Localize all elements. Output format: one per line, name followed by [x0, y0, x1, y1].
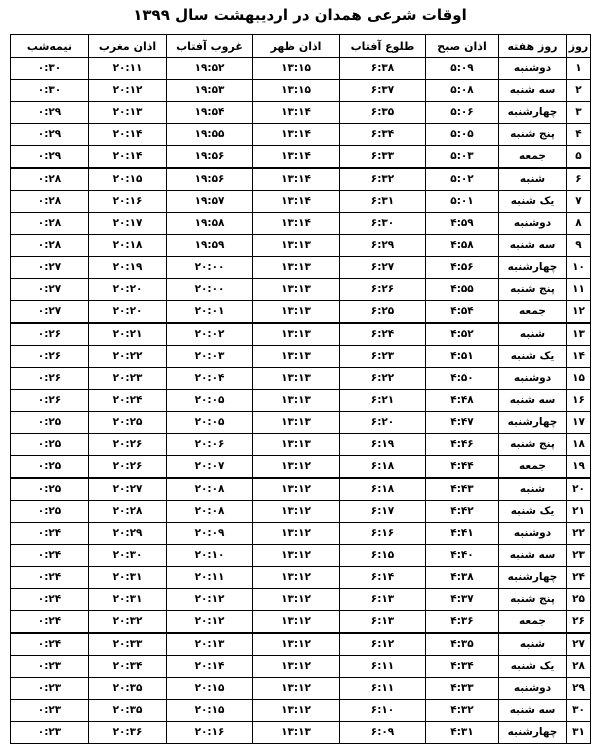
table-row	[11, 678, 591, 700]
cell-fajr: ۵:۰۳	[426, 146, 499, 169]
cell-day: ۱۱	[567, 279, 591, 301]
cell-dhuhr: ۱۳:۱۳	[253, 412, 340, 434]
cell-sunset: ۱۹:۵۶	[167, 146, 253, 169]
cell-day: ۶	[567, 168, 591, 191]
cell-midnight: ۰:۲۵	[11, 434, 89, 456]
cell-dhuhr: ۱۳:۱۲	[253, 567, 340, 589]
cell-sunset: ۱۹:۵۳	[167, 80, 253, 102]
cell-fajr: ۴:۵۱	[426, 346, 499, 368]
cell-day: ۲۴	[567, 567, 591, 589]
cell-fajr: ۴:۴۰	[426, 545, 499, 567]
cell-day: ۲	[567, 80, 591, 102]
cell-maghrib: ۲۰:۱۳	[89, 102, 167, 124]
table-row	[11, 656, 591, 678]
cell-maghrib: ۲۰:۳۲	[89, 611, 167, 634]
cell-weekday: دوشنبه	[499, 678, 567, 700]
cell-midnight: ۰:۲۴	[11, 611, 89, 634]
cell-weekday: سه شنبه	[499, 235, 567, 257]
cell-dhuhr: ۱۳:۱۴	[253, 168, 340, 191]
cell-dhuhr: ۱۳:۱۲	[253, 700, 340, 722]
cell-maghrib: ۲۰:۳۳	[89, 633, 167, 656]
cell-fajr: ۴:۴۸	[426, 390, 499, 412]
cell-midnight: ۰:۲۴	[11, 523, 89, 545]
cell-weekday: پنج شنبه	[499, 279, 567, 301]
cell-sunset: ۲۰:۱۲	[167, 589, 253, 611]
cell-fajr: ۴:۵۸	[426, 235, 499, 257]
cell-dhuhr: ۱۳:۱۳	[253, 257, 340, 279]
cell-maghrib: ۲۰:۳۱	[89, 567, 167, 589]
cell-weekday: چهارشنبه	[499, 257, 567, 279]
cell-weekday: یک شنبه	[499, 501, 567, 523]
cell-weekday: شنبه	[499, 168, 567, 191]
cell-dhuhr: ۱۳:۱۲	[253, 611, 340, 634]
cell-dhuhr: ۱۳:۱۲	[253, 678, 340, 700]
cell-midnight: ۰:۲۹	[11, 124, 89, 146]
cell-sunrise: ۶:۱۰	[340, 700, 426, 722]
cell-sunrise: ۶:۲۱	[340, 390, 426, 412]
cell-maghrib: ۲۰:۲۳	[89, 368, 167, 390]
table-row	[11, 456, 591, 479]
cell-dhuhr: ۱۳:۱۴	[253, 102, 340, 124]
cell-dhuhr: ۱۳:۱۴	[253, 191, 340, 213]
cell-fajr: ۵:۰۶	[426, 102, 499, 124]
cell-day: ۱۰	[567, 257, 591, 279]
cell-weekday: شنبه	[499, 633, 567, 656]
cell-sunrise: ۶:۳۳	[340, 146, 426, 169]
cell-day: ۹	[567, 235, 591, 257]
cell-sunrise: ۶:۱۳	[340, 611, 426, 634]
cell-sunrise: ۶:۳۲	[340, 168, 426, 191]
table-row	[11, 567, 591, 589]
header-row	[11, 35, 591, 58]
cell-day: ۲۷	[567, 633, 591, 656]
cell-maghrib: ۲۰:۲۱	[89, 323, 167, 346]
cell-weekday: جمعه	[499, 146, 567, 169]
cell-dhuhr: ۱۳:۱۲	[253, 456, 340, 479]
cell-dhuhr: ۱۳:۱۲	[253, 523, 340, 545]
cell-dhuhr: ۱۳:۱۲	[253, 656, 340, 678]
cell-day: ۵	[567, 146, 591, 169]
cell-maghrib: ۲۰:۳۵	[89, 678, 167, 700]
cell-day: ۷	[567, 191, 591, 213]
cell-fajr: ۴:۴۷	[426, 412, 499, 434]
cell-day: ۴	[567, 124, 591, 146]
cell-weekday: سه شنبه	[499, 545, 567, 567]
cell-sunrise: ۶:۲۲	[340, 368, 426, 390]
cell-maghrib: ۲۰:۳۴	[89, 656, 167, 678]
cell-midnight: ۰:۲۷	[11, 279, 89, 301]
cell-day: ۲۰	[567, 478, 591, 501]
cell-sunset: ۲۰:۰۰	[167, 279, 253, 301]
cell-day: ۱۶	[567, 390, 591, 412]
cell-fajr: ۴:۳۱	[426, 722, 499, 744]
cell-day: ۲۳	[567, 545, 591, 567]
cell-sunset: ۱۹:۵۸	[167, 213, 253, 235]
cell-weekday: جمعه	[499, 611, 567, 634]
cell-dhuhr: ۱۳:۱۳	[253, 368, 340, 390]
cell-maghrib: ۲۰:۱۴	[89, 146, 167, 169]
cell-sunrise: ۶:۳۱	[340, 191, 426, 213]
cell-day: ۱۷	[567, 412, 591, 434]
cell-sunrise: ۶:۲۳	[340, 346, 426, 368]
cell-sunset: ۲۰:۱۲	[167, 611, 253, 634]
cell-weekday: پنج شنبه	[499, 124, 567, 146]
cell-maghrib: ۲۰:۱۷	[89, 213, 167, 235]
cell-dhuhr: ۱۳:۱۳	[253, 434, 340, 456]
cell-weekday: شنبه	[499, 478, 567, 501]
cell-sunrise: ۶:۱۹	[340, 434, 426, 456]
cell-midnight: ۰:۲۹	[11, 102, 89, 124]
cell-dhuhr: ۱۳:۱۲	[253, 478, 340, 501]
cell-midnight: ۰:۲۵	[11, 456, 89, 479]
table-row	[11, 412, 591, 434]
cell-sunset: ۲۰:۱۶	[167, 722, 253, 744]
table-row	[11, 235, 591, 257]
cell-maghrib: ۲۰:۱۴	[89, 124, 167, 146]
table-row	[11, 478, 591, 501]
cell-dhuhr: ۱۳:۱۲	[253, 633, 340, 656]
table-row	[11, 191, 591, 213]
cell-sunset: ۱۹:۵۲	[167, 58, 253, 80]
cell-sunrise: ۶:۲۴	[340, 323, 426, 346]
cell-sunset: ۲۰:۰۷	[167, 456, 253, 479]
table-row	[11, 501, 591, 523]
cell-maghrib: ۲۰:۲۶	[89, 434, 167, 456]
cell-dhuhr: ۱۳:۱۲	[253, 545, 340, 567]
cell-weekday: چهارشنبه	[499, 412, 567, 434]
cell-maghrib: ۲۰:۳۵	[89, 700, 167, 722]
prayer-times-table	[10, 34, 591, 744]
cell-midnight: ۰:۲۶	[11, 368, 89, 390]
cell-fajr: ۴:۴۲	[426, 501, 499, 523]
table-row	[11, 80, 591, 102]
header-day: روز	[567, 35, 591, 58]
table-row	[11, 102, 591, 124]
cell-fajr: ۴:۴۱	[426, 523, 499, 545]
cell-sunrise: ۶:۲۹	[340, 235, 426, 257]
cell-sunset: ۲۰:۰۵	[167, 390, 253, 412]
cell-fajr: ۵:۰۱	[426, 191, 499, 213]
cell-midnight: ۰:۲۵	[11, 501, 89, 523]
cell-midnight: ۰:۲۵	[11, 412, 89, 434]
cell-dhuhr: ۱۳:۱۳	[253, 346, 340, 368]
cell-fajr: ۵:۰۹	[426, 58, 499, 80]
header-fajr: اذان صبح	[426, 35, 499, 58]
cell-sunrise: ۶:۲۰	[340, 412, 426, 434]
table-body	[11, 58, 591, 744]
table-row	[11, 523, 591, 545]
cell-midnight: ۰:۲۳	[11, 722, 89, 744]
cell-sunset: ۲۰:۰۹	[167, 523, 253, 545]
header-weekday: روز هفته	[499, 35, 567, 58]
cell-maghrib: ۲۰:۱۹	[89, 257, 167, 279]
cell-day: ۳۱	[567, 722, 591, 744]
cell-sunrise: ۶:۱۷	[340, 501, 426, 523]
cell-day: ۲۶	[567, 611, 591, 634]
cell-sunrise: ۶:۱۶	[340, 523, 426, 545]
cell-weekday: یک شنبه	[499, 346, 567, 368]
cell-midnight: ۰:۲۷	[11, 301, 89, 324]
cell-maghrib: ۲۰:۱۱	[89, 58, 167, 80]
cell-sunset: ۲۰:۰۸	[167, 501, 253, 523]
header-maghrib: اذان مغرب	[89, 35, 167, 58]
cell-maghrib: ۲۰:۲۹	[89, 523, 167, 545]
table-row	[11, 168, 591, 191]
cell-maghrib: ۲۰:۲۲	[89, 346, 167, 368]
cell-weekday: شنبه	[499, 323, 567, 346]
cell-weekday: چهارشنبه	[499, 722, 567, 744]
cell-sunrise: ۶:۲۷	[340, 257, 426, 279]
cell-midnight: ۰:۲۸	[11, 168, 89, 191]
cell-weekday: سه شنبه	[499, 390, 567, 412]
cell-dhuhr: ۱۳:۱۵	[253, 58, 340, 80]
cell-fajr: ۴:۵۶	[426, 257, 499, 279]
cell-dhuhr: ۱۳:۱۳	[253, 722, 340, 744]
table-row	[11, 368, 591, 390]
cell-day: ۱۹	[567, 456, 591, 479]
cell-fajr: ۴:۳۶	[426, 611, 499, 634]
cell-fajr: ۴:۳۳	[426, 678, 499, 700]
cell-midnight: ۰:۲۴	[11, 633, 89, 656]
cell-midnight: ۰:۲۵	[11, 478, 89, 501]
page-title: اوقات شرعی همدان در اردیبهشت سال ۱۳۹۹	[133, 6, 467, 24]
cell-dhuhr: ۱۳:۱۳	[253, 279, 340, 301]
cell-day: ۱۸	[567, 434, 591, 456]
cell-weekday: جمعه	[499, 456, 567, 479]
cell-weekday: دوشنبه	[499, 213, 567, 235]
cell-day: ۲۵	[567, 589, 591, 611]
table-row	[11, 545, 591, 567]
cell-fajr: ۴:۴۳	[426, 478, 499, 501]
cell-midnight: ۰:۳۰	[11, 58, 89, 80]
table-row	[11, 257, 591, 279]
cell-maghrib: ۲۰:۳۱	[89, 589, 167, 611]
cell-sunset: ۱۹:۵۶	[167, 168, 253, 191]
cell-sunset: ۲۰:۱۱	[167, 567, 253, 589]
cell-midnight: ۰:۲۶	[11, 323, 89, 346]
cell-sunset: ۲۰:۰۶	[167, 434, 253, 456]
cell-sunset: ۲۰:۱۵	[167, 678, 253, 700]
cell-weekday: دوشنبه	[499, 368, 567, 390]
cell-sunrise: ۶:۳۰	[340, 213, 426, 235]
cell-midnight: ۰:۲۳	[11, 656, 89, 678]
cell-sunrise: ۶:۱۱	[340, 656, 426, 678]
cell-midnight: ۰:۲۷	[11, 257, 89, 279]
cell-maghrib: ۲۰:۱۸	[89, 235, 167, 257]
cell-midnight: ۰:۲۴	[11, 545, 89, 567]
cell-sunset: ۲۰:۱۳	[167, 633, 253, 656]
cell-fajr: ۴:۳۵	[426, 633, 499, 656]
cell-midnight: ۰:۲۴	[11, 589, 89, 611]
header-sunrise: طلوع آفتاب	[340, 35, 426, 58]
cell-fajr: ۴:۳۸	[426, 567, 499, 589]
cell-maghrib: ۲۰:۳۶	[89, 722, 167, 744]
cell-sunrise: ۶:۱۵	[340, 545, 426, 567]
cell-weekday: سه شنبه	[499, 80, 567, 102]
cell-weekday: دوشنبه	[499, 523, 567, 545]
cell-dhuhr: ۱۳:۱۲	[253, 589, 340, 611]
cell-day: ۱۳	[567, 323, 591, 346]
cell-sunset: ۱۹:۵۹	[167, 235, 253, 257]
cell-day: ۱۲	[567, 301, 591, 324]
cell-dhuhr: ۱۳:۱۵	[253, 80, 340, 102]
cell-sunset: ۲۰:۱۵	[167, 700, 253, 722]
cell-day: ۱۴	[567, 346, 591, 368]
cell-maghrib: ۲۰:۲۰	[89, 301, 167, 324]
cell-sunrise: ۶:۲۵	[340, 301, 426, 324]
cell-fajr: ۴:۳۴	[426, 656, 499, 678]
cell-dhuhr: ۱۳:۱۳	[253, 390, 340, 412]
cell-fajr: ۴:۴۴	[426, 456, 499, 479]
cell-weekday: دوشنبه	[499, 58, 567, 80]
cell-sunset: ۲۰:۱۴	[167, 656, 253, 678]
cell-day: ۲۱	[567, 501, 591, 523]
cell-maghrib: ۲۰:۲۸	[89, 501, 167, 523]
table-row	[11, 390, 591, 412]
cell-fajr: ۴:۳۲	[426, 700, 499, 722]
cell-sunset: ۲۰:۰۰	[167, 257, 253, 279]
cell-day: ۲۲	[567, 523, 591, 545]
cell-sunrise: ۶:۳۴	[340, 124, 426, 146]
header-dhuhr: اذان ظهر	[253, 35, 340, 58]
cell-fajr: ۴:۵۹	[426, 213, 499, 235]
cell-dhuhr: ۱۳:۱۳	[253, 235, 340, 257]
cell-day: ۲۹	[567, 678, 591, 700]
table-row	[11, 589, 591, 611]
cell-maghrib: ۲۰:۲۰	[89, 279, 167, 301]
cell-fajr: ۵:۰۲	[426, 168, 499, 191]
cell-sunset: ۱۹:۵۵	[167, 124, 253, 146]
cell-fajr: ۵:۰۵	[426, 124, 499, 146]
cell-sunset: ۲۰:۰۴	[167, 368, 253, 390]
cell-midnight: ۰:۲۸	[11, 235, 89, 257]
cell-dhuhr: ۱۳:۱۳	[253, 323, 340, 346]
cell-fajr: ۴:۵۴	[426, 301, 499, 324]
cell-weekday: پنج شنبه	[499, 589, 567, 611]
cell-sunrise: ۶:۳۵	[340, 102, 426, 124]
cell-sunrise: ۶:۱۲	[340, 633, 426, 656]
cell-maghrib: ۲۰:۳۰	[89, 545, 167, 567]
cell-sunset: ۲۰:۰۵	[167, 412, 253, 434]
cell-weekday: جمعه	[499, 301, 567, 324]
cell-maghrib: ۲۰:۲۴	[89, 390, 167, 412]
cell-weekday: پنج شنبه	[499, 434, 567, 456]
cell-maghrib: ۲۰:۱۲	[89, 80, 167, 102]
cell-dhuhr: ۱۳:۱۴	[253, 146, 340, 169]
cell-sunset: ۲۰:۰۱	[167, 301, 253, 324]
cell-sunrise: ۶:۱۳	[340, 589, 426, 611]
cell-midnight: ۰:۲۶	[11, 390, 89, 412]
cell-sunset: ۲۰:۰۳	[167, 346, 253, 368]
cell-maghrib: ۲۰:۲۶	[89, 456, 167, 479]
table-row	[11, 279, 591, 301]
cell-maghrib: ۲۰:۱۶	[89, 191, 167, 213]
table-row	[11, 301, 591, 324]
cell-weekday: چهارشنبه	[499, 567, 567, 589]
cell-midnight: ۰:۲۶	[11, 346, 89, 368]
cell-day: ۱	[567, 58, 591, 80]
cell-day: ۸	[567, 213, 591, 235]
cell-maghrib: ۲۰:۲۷	[89, 478, 167, 501]
cell-day: ۱۵	[567, 368, 591, 390]
cell-sunset: ۱۹:۵۴	[167, 102, 253, 124]
cell-sunset: ۲۰:۱۰	[167, 545, 253, 567]
cell-sunrise: ۶:۱۱	[340, 678, 426, 700]
table-row	[11, 722, 591, 744]
cell-sunrise: ۶:۱۴	[340, 567, 426, 589]
cell-dhuhr: ۱۳:۱۲	[253, 501, 340, 523]
cell-maghrib: ۲۰:۱۵	[89, 168, 167, 191]
cell-midnight: ۰:۳۰	[11, 80, 89, 102]
cell-sunset: ۲۰:۰۸	[167, 478, 253, 501]
cell-fajr: ۴:۵۰	[426, 368, 499, 390]
cell-midnight: ۰:۲۹	[11, 146, 89, 169]
cell-midnight: ۰:۲۴	[11, 567, 89, 589]
cell-midnight: ۰:۲۳	[11, 700, 89, 722]
cell-weekday: چهارشنبه	[499, 102, 567, 124]
cell-weekday: سه شنبه	[499, 700, 567, 722]
cell-sunrise: ۶:۰۹	[340, 722, 426, 744]
cell-maghrib: ۲۰:۲۵	[89, 412, 167, 434]
cell-sunrise: ۶:۳۸	[340, 58, 426, 80]
header-sunset: غروب آفتاب	[167, 35, 253, 58]
cell-weekday: یک شنبه	[499, 191, 567, 213]
table-row	[11, 58, 591, 80]
table-row	[11, 633, 591, 656]
cell-day: ۲۸	[567, 656, 591, 678]
cell-midnight: ۰:۲۸	[11, 213, 89, 235]
table-row	[11, 346, 591, 368]
cell-dhuhr: ۱۳:۱۴	[253, 213, 340, 235]
cell-fajr: ۴:۵۲	[426, 323, 499, 346]
cell-dhuhr: ۱۳:۱۴	[253, 124, 340, 146]
cell-day: ۳۰	[567, 700, 591, 722]
table-row	[11, 213, 591, 235]
cell-sunset: ۲۰:۰۲	[167, 323, 253, 346]
cell-fajr: ۴:۵۵	[426, 279, 499, 301]
cell-sunset: ۱۹:۵۷	[167, 191, 253, 213]
table-row	[11, 124, 591, 146]
table-row	[11, 323, 591, 346]
table-row	[11, 700, 591, 722]
cell-sunrise: ۶:۱۸	[340, 478, 426, 501]
cell-fajr: ۵:۰۸	[426, 80, 499, 102]
cell-weekday: یک شنبه	[499, 656, 567, 678]
cell-fajr: ۴:۴۶	[426, 434, 499, 456]
cell-day: ۳	[567, 102, 591, 124]
cell-sunrise: ۶:۲۶	[340, 279, 426, 301]
cell-fajr: ۴:۳۷	[426, 589, 499, 611]
table-row	[11, 434, 591, 456]
table-row	[11, 146, 591, 169]
cell-dhuhr: ۱۳:۱۳	[253, 301, 340, 324]
table-row	[11, 611, 591, 634]
cell-sunrise: ۶:۱۸	[340, 456, 426, 479]
cell-midnight: ۰:۲۳	[11, 678, 89, 700]
cell-sunrise: ۶:۳۷	[340, 80, 426, 102]
header-midnight: نیمه‌شب	[11, 35, 89, 58]
cell-midnight: ۰:۲۸	[11, 191, 89, 213]
